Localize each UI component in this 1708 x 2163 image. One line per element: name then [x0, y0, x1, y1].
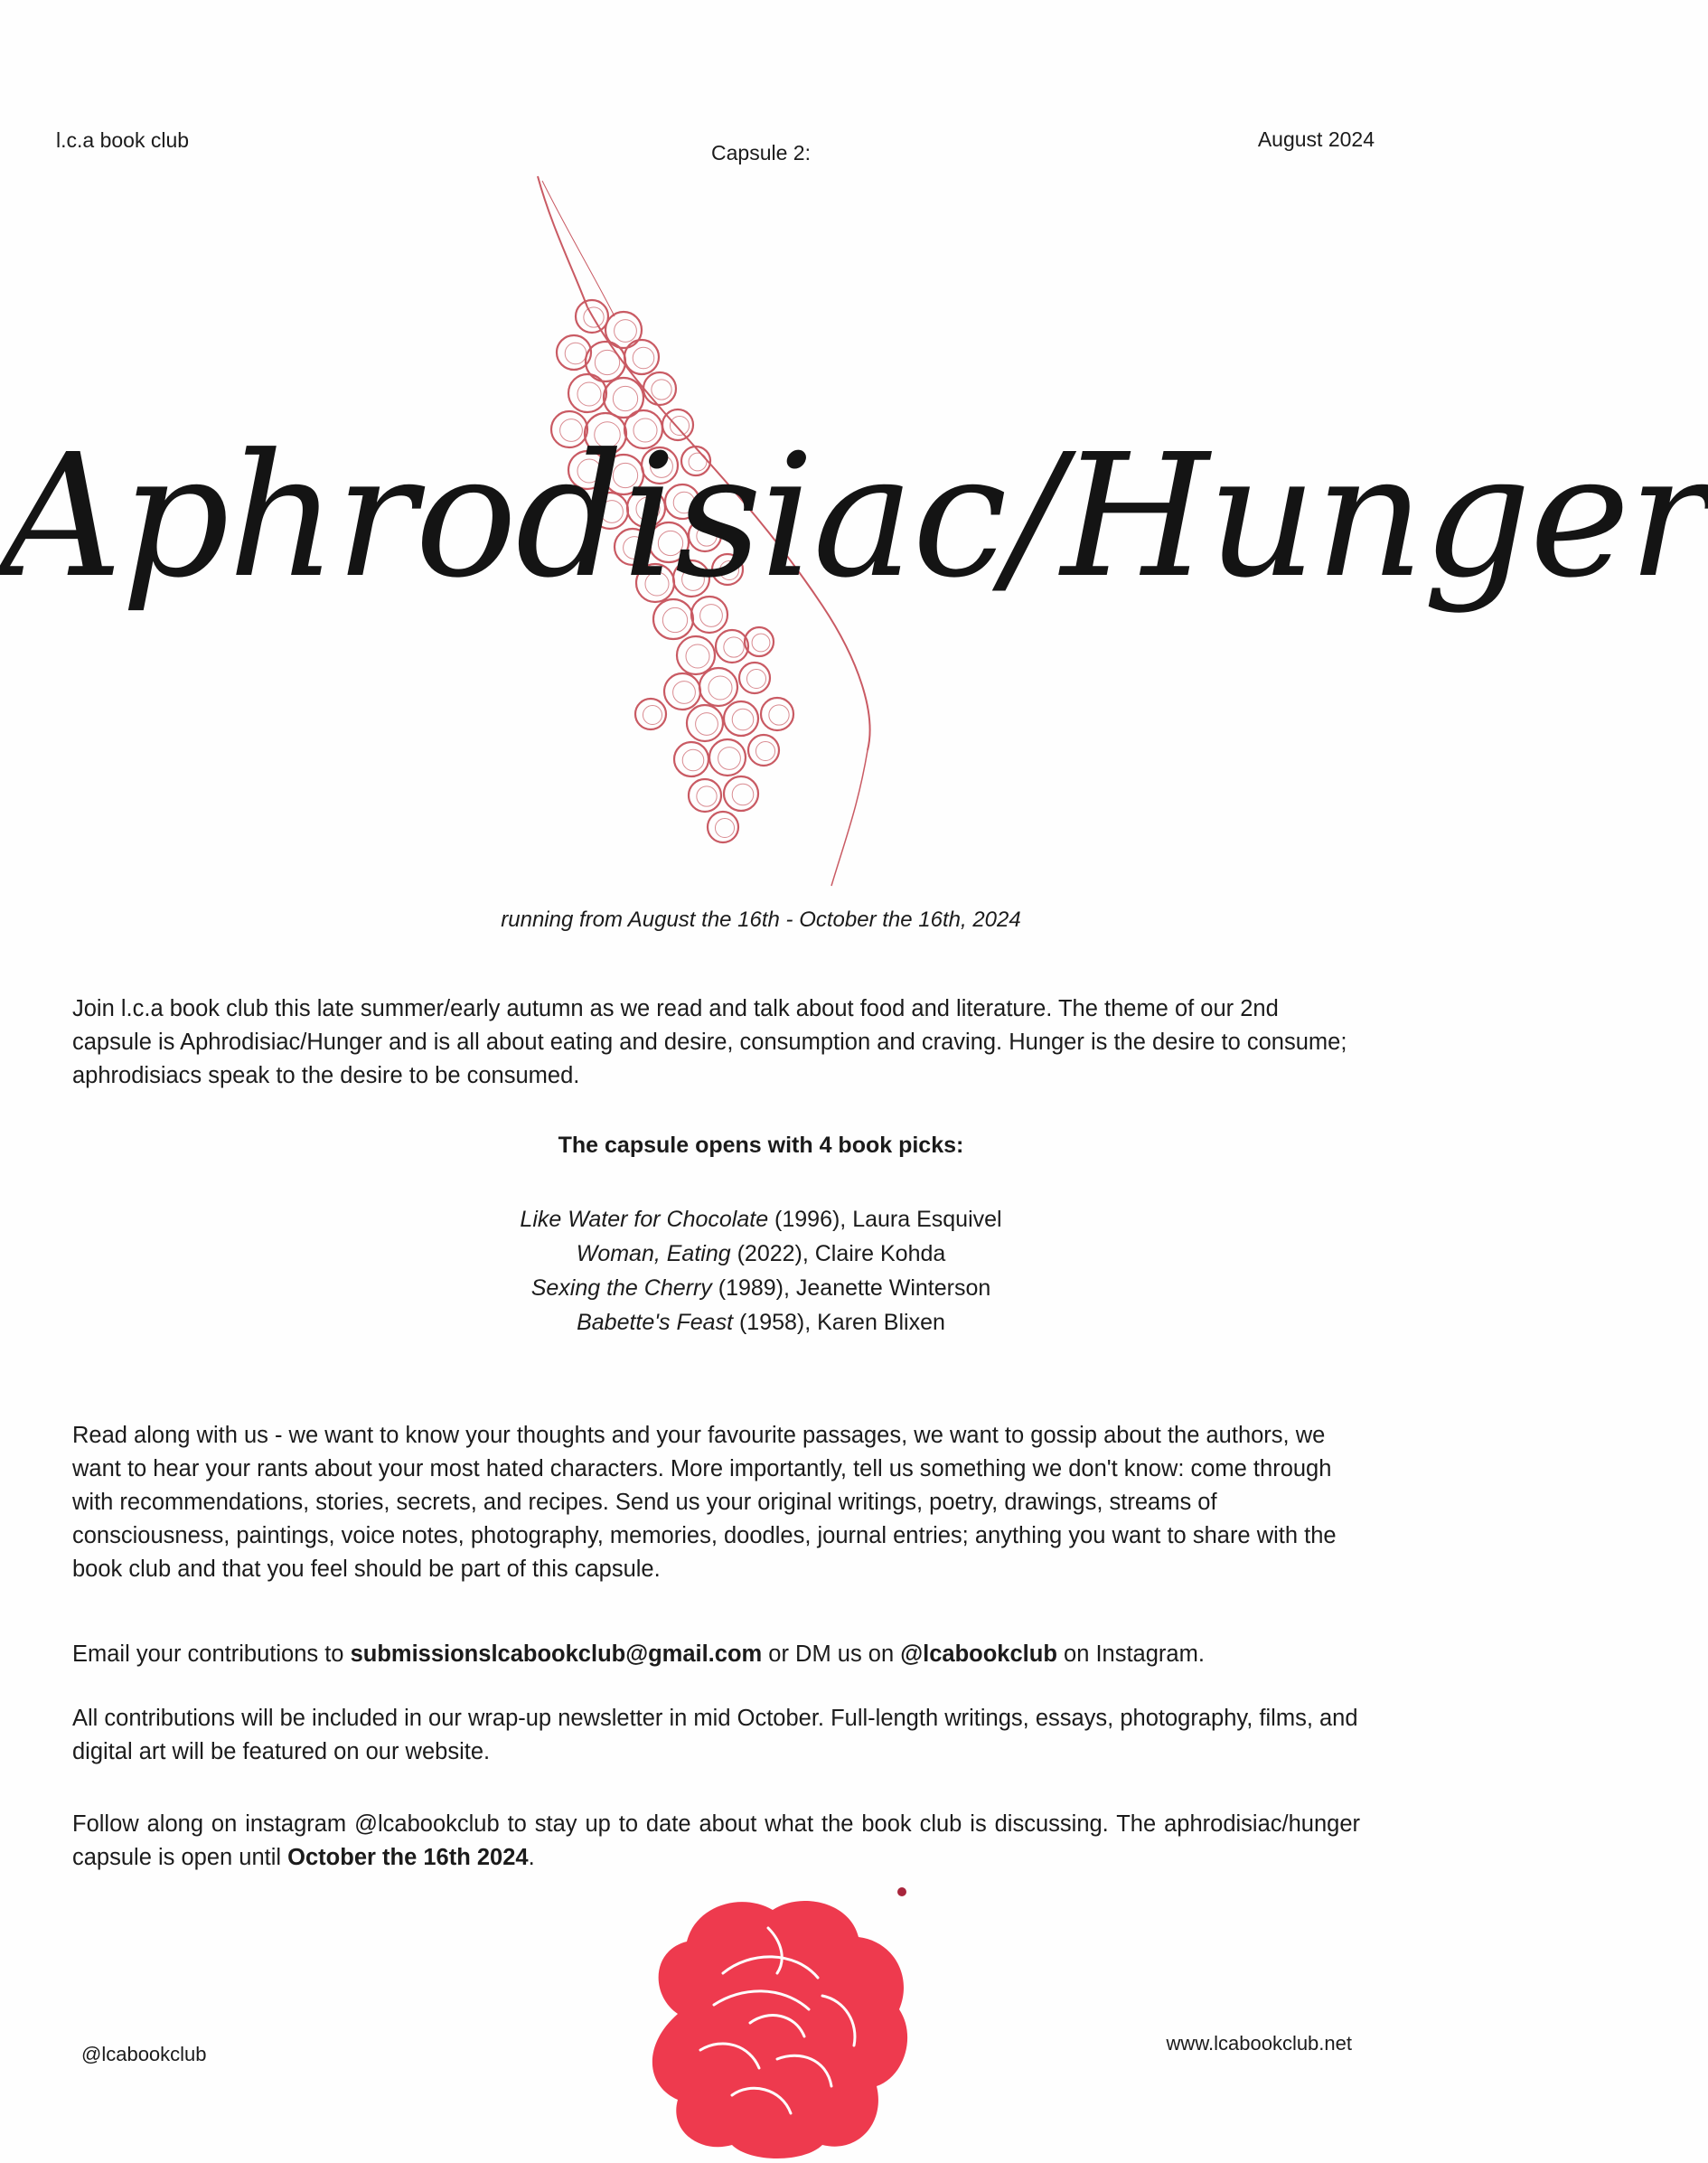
flower-print-icon: [615, 1887, 922, 2163]
instagram-handle[interactable]: @lcabookclub: [900, 1641, 1057, 1667]
contributions-paragraph: All contributions will be included in our wrap-up newsletter in mid October. Full-length writings, essays, photography, films, and digital art will be featured on our website.: [72, 1706, 1358, 1764]
book-details: (1989), Jeanette Winterson: [711, 1275, 991, 1301]
book-details: (1996), Laura Esquivel: [768, 1207, 1002, 1232]
book-title: Like Water for Chocolate: [520, 1207, 769, 1232]
book-details: (2022), Claire Kohda: [730, 1241, 946, 1266]
email-text: on Instagram.: [1056, 1641, 1205, 1667]
follow-text: .: [528, 1845, 535, 1870]
book-pick: [0, 1202, 1522, 1237]
book-title: Woman, Eating: [576, 1241, 731, 1266]
follow-paragraph: [72, 1808, 1360, 1875]
book-picks-list: [0, 1202, 1522, 1340]
email-paragraph: [72, 1638, 1360, 1671]
intro-paragraph: Join l.c.a book club this late summer/early autumn as we read and talk about food and literature. The theme of our 2nd capsule is Aphrodisiac/Hunger and is all about eating and desire, consumption and craving. Hunger is the desire to consume; aphrodisiacs speak to the desire to be consumed.: [72, 996, 1347, 1088]
book-title: Babette's Feast: [577, 1310, 734, 1335]
closing-date: October the 16th 2024: [287, 1845, 529, 1870]
book-pick: [0, 1271, 1522, 1305]
email-link[interactable]: submissionslcabookclub@gmail.com: [350, 1641, 763, 1667]
capsule-label: Capsule 2:: [711, 141, 811, 165]
email-text: or DM us on: [762, 1641, 901, 1667]
book-pick: [0, 1305, 1522, 1340]
book-pick: [0, 1237, 1522, 1271]
follow-text: Follow along on instagram @lcabookclub to stay up to date about what the book club is discussing. The aphrodisiac/hunger capsule is open until: [72, 1811, 1360, 1870]
running-dates: running from August the 16th - October the 16th, 2024: [501, 908, 1021, 932]
issue-date: August 2024: [1257, 127, 1375, 151]
footer-website[interactable]: www.lcabookclub.net: [1166, 2032, 1352, 2055]
book-details: (1958), Karen Blixen: [733, 1310, 945, 1335]
email-text: Email your contributions to: [72, 1641, 351, 1667]
picks-heading: The capsule opens with 4 book picks:: [558, 1133, 964, 1158]
book-title: Sexing the Cherry: [530, 1275, 712, 1301]
club-name: l.c.a book club: [56, 128, 190, 152]
read-along-paragraph: Read along with us - we want to know your thoughts and your favourite passages, we want to gossip about the authors, we want to hear your rants about your most hated characters. More importantly, tell us something we don't know: come through with recommendations, stories, secrets, and recipes. Send us your original writings, poetry, drawings, streams of consciousness, paintings, voice notes, photography, memories, doodles, journal entries; anything you want to share with the book club and that you feel should be part of this capsule.: [72, 1423, 1337, 1582]
page-title: Aphrodisiac/Hunger: [0, 418, 1708, 616]
footer-instagram[interactable]: @lcabookclub: [81, 2043, 207, 2065]
